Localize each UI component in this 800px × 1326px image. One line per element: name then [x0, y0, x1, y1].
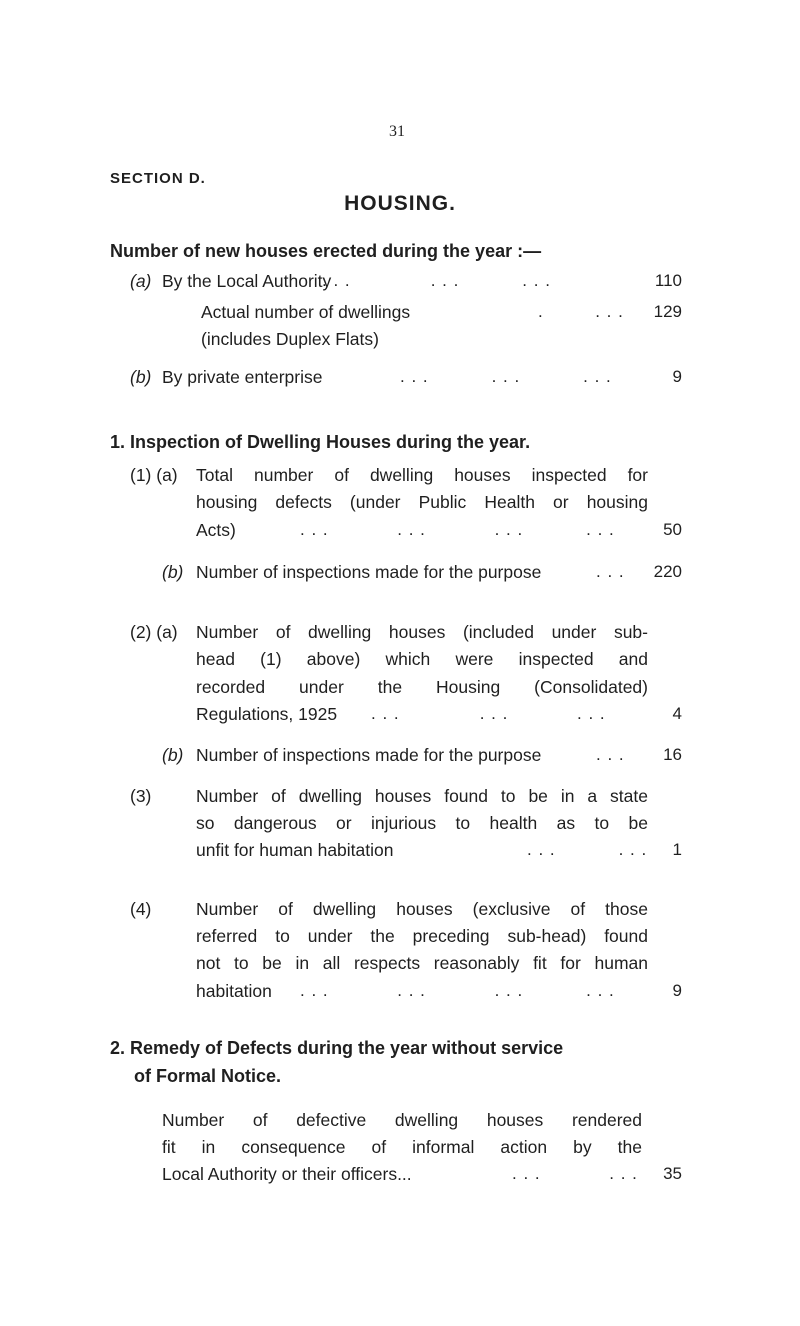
leader-dots: . . . . . .	[527, 840, 648, 859]
i2b-label: (b)	[162, 745, 184, 765]
i1a-value: 50	[663, 520, 682, 539]
leader-dots: . . .	[596, 745, 625, 764]
leader-dots: . . . .	[538, 302, 624, 321]
item-b-value: 9	[672, 367, 682, 386]
item-a2-text: Actual number of dwellings	[201, 302, 411, 322]
item-a2-value: 129	[653, 302, 682, 321]
page-title: HOUSING.	[344, 192, 456, 215]
i3-line: unfit for human habitation	[196, 840, 394, 860]
i3-line: so dangerous or injurious to health as to be	[196, 813, 648, 833]
i4-value: 9	[672, 981, 682, 1000]
i4-line: habitation	[196, 981, 272, 1001]
i2a-line: recorded under the Housing (Consolidated)	[196, 677, 648, 697]
i1a-line: Acts)	[196, 520, 236, 540]
item-a-text: By the Local Authority	[162, 271, 332, 291]
i1b-text: Number of inspections made for the purpose	[196, 562, 542, 582]
section-label: SECTION D.	[110, 170, 206, 187]
leader-dots: . . . . . . . . .	[400, 367, 612, 386]
i2a-line: Regulations, 1925	[196, 704, 338, 724]
i1b-label: (b)	[162, 562, 184, 582]
i4-line: not to be in all respects reasonably fit for human	[196, 953, 648, 973]
remedy-line: Local Authority or their officers...	[162, 1164, 412, 1184]
leader-dots: . . . . . .	[512, 1164, 638, 1183]
i3-value: 1	[672, 840, 682, 859]
i1a-label: (1) (a)	[130, 465, 178, 485]
item-a-value: 110	[654, 271, 682, 290]
i3-line: Number of dwelling houses found to be in a state	[196, 786, 648, 806]
item-b-text: By private enterprise	[162, 367, 323, 387]
i2a-value: 4	[672, 704, 682, 723]
leader-dots: . . . . . . . . . . . .	[300, 981, 615, 1000]
i1b-value: 220	[653, 562, 682, 581]
remedy-value: 35	[663, 1164, 682, 1183]
page-number: 31	[389, 123, 405, 140]
remedy-line: fit in consequence of informal action by the	[162, 1137, 642, 1157]
item-a-label: (a)	[130, 271, 152, 291]
i3-label: (3)	[130, 786, 152, 806]
leader-dots: . . . . . . . . .	[322, 271, 551, 290]
item-b-label: (b)	[130, 367, 152, 387]
i2a-label: (2) (a)	[130, 622, 178, 642]
i2a-line: Number of dwelling houses (included under sub-	[196, 622, 648, 642]
remedy-line: Number of defective dwelling houses rendered	[162, 1110, 642, 1130]
i4-line: referred to under the preceding sub-head) found	[196, 926, 648, 946]
i1a-line: Total number of dwelling houses inspected for	[196, 465, 648, 485]
i2b-text: Number of inspections made for the purpose	[196, 745, 542, 765]
leader-dots: . . .	[596, 562, 625, 581]
i4-label: (4)	[130, 899, 152, 919]
i2b-value: 16	[663, 745, 682, 764]
i1a-line: housing defects (under Public Health or housing	[196, 492, 648, 512]
item-a2-note: (includes Duplex Flats)	[201, 329, 379, 349]
i2a-line: head (1) above) which were inspected and	[196, 649, 648, 669]
new-houses-heading: Number of new houses erected during the year :—	[110, 241, 542, 261]
leader-dots: . . . . . . . . . . . .	[300, 520, 615, 539]
i4-line: Number of dwelling houses (exclusive of those	[196, 899, 648, 919]
leader-dots: . . . . . . . . .	[371, 704, 606, 723]
inspection-heading: 1. Inspection of Dwelling Houses during the year.	[110, 432, 531, 452]
remedy-heading: 2. Remedy of Defects during the year without service	[110, 1038, 564, 1058]
remedy-heading: of Formal Notice.	[134, 1066, 282, 1086]
